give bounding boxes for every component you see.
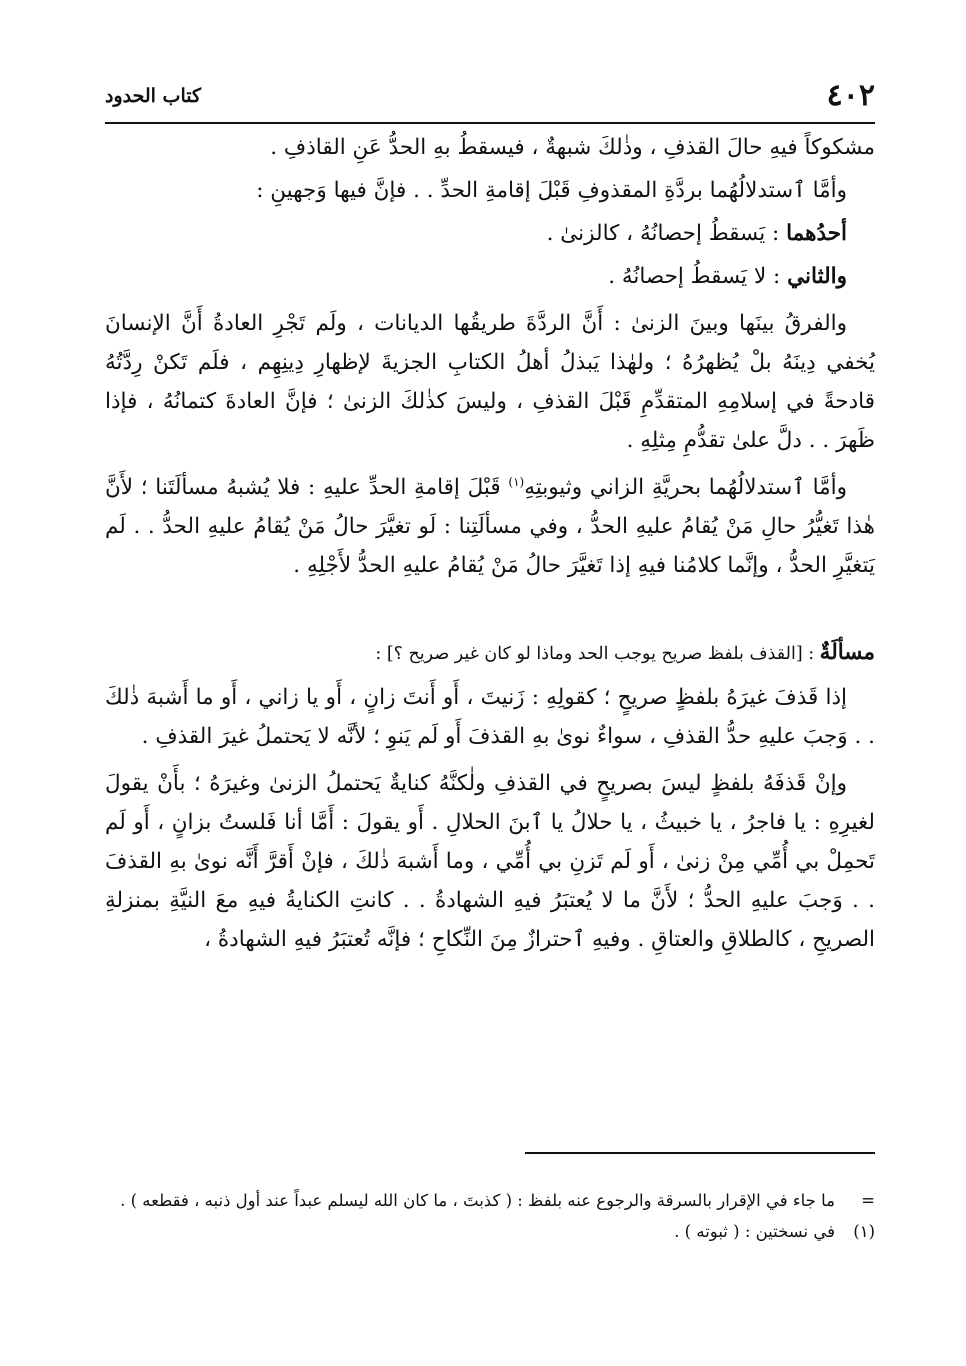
main-text xyxy=(105,128,875,967)
footnote-1-text: في نسختين : ( ثبوته ) . xyxy=(674,1222,835,1241)
continuation-mark: = xyxy=(861,1191,875,1210)
paragraph-6-start: وأمَّا ٱستدلالُهُما بحريَّةِ الزاني وثيوبتِهِ xyxy=(524,475,848,500)
footnote-1-mark: (١) xyxy=(853,1222,875,1241)
paragraph-7: إذا قَذفَ غيرَهُ بلفظٍ صريحٍ ؛ كقولِهِ : زَنيتَ ، أَو أَنتَ زانٍ ، أَو يا زاني ، أَو ما أَشبهَ ذٰلكَ . . وَجبَ عليهِ حدُّ القذفِ ، سواءٌ نوىٰ بهِ القذفَ أَو لَم يَنوِ ؛ لأنَّه لا يَحتملُ غيرَ القذفِ . xyxy=(105,685,875,749)
running-title: كتاب الحدود xyxy=(105,85,202,107)
issue-title: : [القذف بلفظ صريح يوجب الحد وماذا لو كان غير صريح ؟] : xyxy=(375,644,820,664)
issue-label: مسألَةٌ xyxy=(819,640,875,665)
page-header xyxy=(105,78,875,118)
first-opinion-label: أحدُهما xyxy=(786,221,847,246)
paragraph-6-end: قَبْلَ إقامةِ الحدِّ عليهِ : فلا يُشبهُ مسألَتَنا ؛ لأَنَّ هٰذا تَغيُّرُ حالِ مَنْ يُقامُ عليهِ الحدُّ ، وفي مسألَتِنا : لَو تغيَّرَ حالُ مَنْ يُقامُ عليهِ الحدُّ . . لَم يَتغيَّرِ الحدُّ ، وإنَّما كلامُنا فيهِ إذا تَغيَّرَ حالُ مَنْ يُقامُ عليهِ الحدُّ لأَجْلِهِ . xyxy=(105,475,875,578)
footnote-1 xyxy=(105,1216,875,1247)
footnote-ref-1[interactable]: (١) xyxy=(508,474,525,489)
section-gap xyxy=(105,593,875,633)
paragraph-2: وأمَّا ٱستدلالُهُما بردَّةِ المقذوفِ قَبْلَ إقامةِ الحدِّ . . فإنَّ فيها وَجهينِ : xyxy=(256,178,847,203)
footnote-continuation xyxy=(105,1185,875,1216)
footnotes xyxy=(105,1185,875,1247)
paragraph-5: والفرقُ بينَها وبينَ الزنىٰ : أَنَّ الردَّةَ طريقُها الديانات ، ولَم تَجْرِ العادةُ أَنَّ الإنسانَ يُخفي دِينَهُ بلْ يُظهرُهُ ؛ ولهٰذا يَبذلُ أهلُ الكتابِ الجزيةَ لإظهارِ دِينِهِم ، فلَم تَكنْ رِدَّتُهُ قادحةً في إسلامِهِ المتقدِّمِ قَبْلَ القذفِ ، وليسَ كذٰلكَ الزنىٰ ؛ فإنَّ العادةَ كتمانُهُ ، فإذا ظَهرَ . . دلَّ علىٰ تقدُّمِ مِثلِهِ . xyxy=(105,311,875,453)
issue-heading xyxy=(105,633,875,674)
page-number: ٤٠٢ xyxy=(826,78,875,113)
paragraph-6 xyxy=(105,468,875,585)
first-opinion-text: : يَسقطُ إحصانُهُ ، كالزنىٰ . xyxy=(546,221,787,246)
paragraph-3 xyxy=(105,214,875,253)
second-opinion-text: : لا يَسقطُ إحصانُهُ . xyxy=(608,264,788,289)
paragraph-8: وإنْ قَذفَهُ بلفظٍ ليسَ بصريحٍ في القذفِ ولٰكنَّهُ كنايةٌ يَحتملُ الزنىٰ وغيرَهُ ؛ بأَنْ يقولَ لغيرِهِ : يا فاجرُ ، يا خبيثُ ، يا حلالُ يا ٱبنَ الحلالِ . أَو يقولَ : أَمَّا أنا فَلستُ بزانٍ ، أَو لَم تَحمِلْ بي أُمِّي مِنْ زنىٰ ، أَو لَم تَزنِ بي أُمِّي ، وما أَشبهَ ذٰلكَ ، فإنْ أَقرَّ أَنَّه نوىٰ بهِ القذفَ . . وَجبَ عليهِ الحدُّ ؛ لأَنَّ ما لا يُعتبَرُ فيهِ الشهادةُ . . كانتِ الكنايةُ فيهِ معَ النيَّةِ بمنزلةِ الصريحِ ، كالطلاقِ والعتاقِ . وفيهِ ٱحترازٌ مِنَ النِّكاحِ ؛ فإنَّه تُعتبَرُ فيهِ الشهادةُ ، xyxy=(105,771,875,952)
header-rule xyxy=(105,122,875,124)
paragraph-4 xyxy=(105,257,875,296)
paragraph-1: مشكوكاً فيهِ حالَ القذفِ ، وذٰلكَ شبهةٌ ، فيسقطُ بهِ الحدُّ عَنِ القاذفِ . xyxy=(270,135,875,160)
footnote-rule xyxy=(525,1152,875,1154)
continuation-text: ما جاء في الإقرار بالسرقة والرجوع عنه بلفظ : ( كذبتَ ، ما كان الله ليسلم عبداً عند أول ذنبه ، فقطعه ) . xyxy=(120,1191,835,1210)
second-opinion-label: والثاني xyxy=(787,264,847,289)
